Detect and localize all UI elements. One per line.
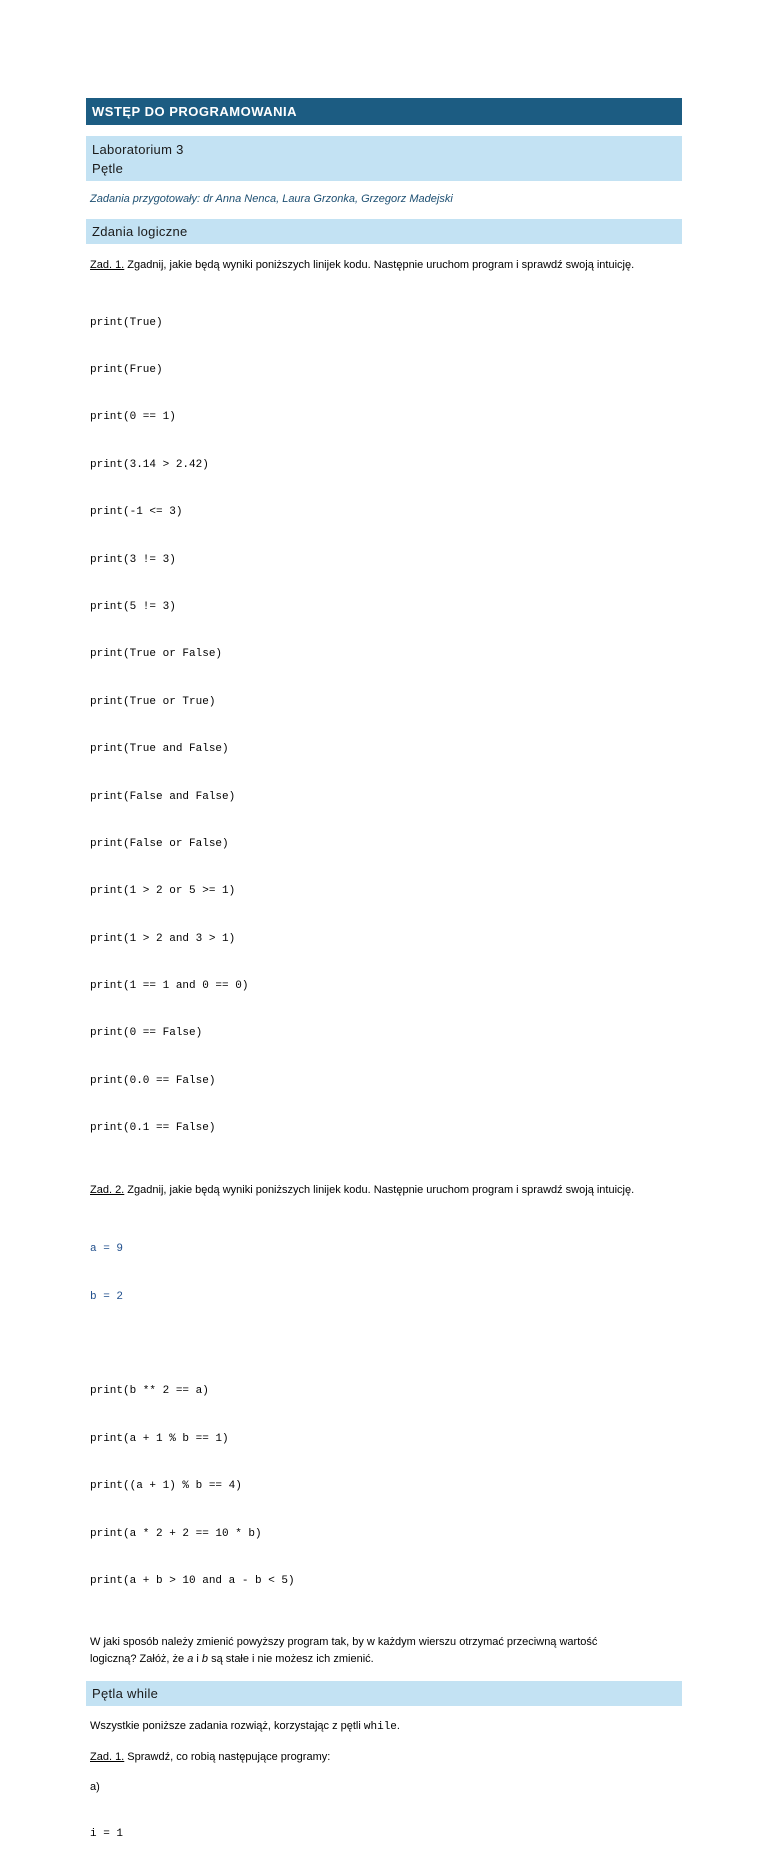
- inline-code-while: while: [363, 1721, 397, 1734]
- lab-subtitle: Pętle: [92, 161, 124, 176]
- while-intro: [86, 1719, 682, 1735]
- question-text: i: [193, 1653, 202, 1666]
- task-number: Zad. 1.: [90, 259, 125, 271]
- question-line-1: W jaki sposób należy zmienić powyższy program tak, by w każdym wierszu otrzymać przeciwną wartość: [90, 1636, 598, 1649]
- variable-b: b: [201, 1653, 209, 1666]
- code-line: print(1 > 2 or 5 >= 1): [90, 885, 236, 898]
- task-1-prompt: [86, 258, 682, 273]
- code-line: print(5 != 3): [90, 600, 176, 613]
- question-text: logiczną? Załóż, że: [90, 1653, 188, 1666]
- task-number: Zad. 1.: [90, 1751, 125, 1764]
- task-number: Zad. 2.: [90, 1183, 125, 1196]
- code-line: print(a + 1 % b == 1): [90, 1432, 229, 1445]
- task-text: Zgadnij, jakie będą wyniki poniższych linijek kodu. Następnie uruchom program i sprawdź swoją intuicję.: [124, 259, 635, 271]
- variable-a: a: [187, 1653, 194, 1666]
- code-line: print(0.1 == False): [90, 1122, 216, 1135]
- code-line: print(False or False): [90, 837, 229, 850]
- section-title: Pętla while: [92, 1686, 159, 1702]
- task-text: Zgadnij, jakie będą wyniki poniższych linijek kodu. Następnie uruchom program i sprawdź swoją intuicję.: [124, 1183, 635, 1196]
- course-title-banner: [86, 98, 682, 125]
- lab-title: Laboratorium 3: [92, 142, 184, 157]
- code-line: a = 9: [90, 1243, 124, 1256]
- task-2-question: [86, 1634, 682, 1668]
- while-task-1-code-block: [86, 1795, 682, 1874]
- code-line: print((a + 1) % b == 4): [90, 1480, 242, 1493]
- question-text: są stałe i nie możesz ich zmienić.: [208, 1653, 374, 1666]
- code-line: print(False and False): [90, 790, 236, 803]
- code-line: print(3 != 3): [90, 553, 176, 566]
- course-title: WSTĘP DO PROGRAMOWANIA: [92, 104, 298, 119]
- code-line: print(True and False): [90, 743, 229, 756]
- code-line: print(0 == 1): [90, 411, 176, 424]
- intro-text: .: [396, 1720, 400, 1733]
- section-title: Zdania logiczne: [92, 224, 188, 239]
- code-line: print(True or False): [90, 648, 223, 661]
- question-line-2: [90, 1651, 682, 1668]
- code-line: print(a * 2 + 2 == 10 * b): [90, 1527, 262, 1540]
- code-line: print(0.0 == False): [90, 1074, 216, 1087]
- task-text: Sprawdź, co robią następujące programy:: [124, 1751, 331, 1764]
- document-page: [86, 98, 682, 1874]
- code-line: print(True or True): [90, 695, 216, 708]
- code-line: print(1 == 1 and 0 == 0): [90, 980, 249, 993]
- code-line: print(b ** 2 == a): [90, 1385, 209, 1398]
- lab-title-banner: [86, 136, 682, 181]
- intro-text: Wszystkie poniższe zadania rozwiąż, korzystając z pętli: [90, 1720, 364, 1733]
- code-line: print(True): [90, 316, 163, 329]
- credits-line: Zadania przygotowały: dr Anna Nenca, Laura Grzonka, Grzegorz Madejski: [90, 193, 453, 205]
- sub-task-a-label: a): [90, 1781, 100, 1794]
- code-line: print(3.14 > 2.42): [90, 458, 209, 471]
- while-task-1-prompt: [86, 1750, 682, 1765]
- code-line: print(-1 <= 3): [90, 506, 183, 519]
- code-line: i = 1: [90, 1827, 124, 1840]
- code-line: print(Frue): [90, 363, 163, 376]
- task-2-code-block: [86, 1353, 682, 1622]
- code-line: b = 2: [90, 1290, 124, 1303]
- code-line: print(1 > 2 and 3 > 1): [90, 932, 236, 945]
- task-2-prompt: [86, 1183, 682, 1198]
- section-heading-logic: [86, 219, 682, 244]
- task-1-code-block: [86, 284, 682, 1169]
- code-line: print(a + b > 10 and a - b < 5): [90, 1574, 295, 1587]
- task-2-assignments: [86, 1211, 682, 1337]
- code-line: print(0 == False): [90, 1027, 203, 1040]
- section-heading-while: [86, 1681, 682, 1706]
